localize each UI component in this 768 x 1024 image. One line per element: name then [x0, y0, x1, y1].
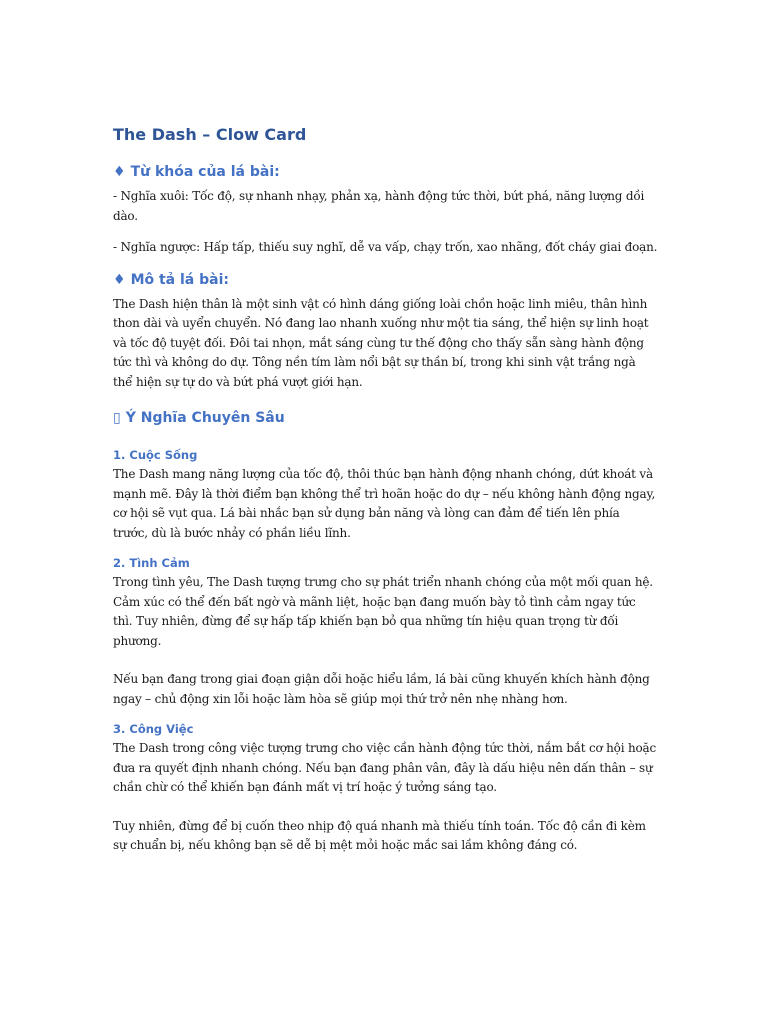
work-text-2: Tuy nhiên, đừng để bị cuốn theo nhịp độ quá nhanh mà thiếu tính toán. Tốc độ cần đi kèm sự chuẩn bị, nếu không bạn sẽ dễ bị mệt mỏi hoặc mắc sai lầm không đáng có. [113, 818, 646, 852]
reversed-meaning: - Nghĩa ngược: Hấp tấp, thiếu suy nghĩ, dễ va vấp, chạy trốn, xao nhãng, đốt cháy giai đoạn. [113, 240, 658, 254]
life-text: The Dash mang năng lượng của tốc độ, thôi thúc bạn hành động nhanh chóng, dứt khoát và mạnh mẽ. Đây là thời điểm bạn không thể trì hoãn hoặc do dự – nếu không hành động ngay, cơ hội sẽ vụt qua. Lá bài nhắc bạn sử dụng bản năng và lòng can đảm để tiến lên phía trước, dù là bước nhảy có phần liều lĩnh. [113, 467, 656, 540]
work-text-1: The Dash trong công việc tượng trưng cho việc cần hành động tức thời, nắm bắt cơ hội hoặc đưa ra quyết định nhanh chóng. Nếu bạn đang phân vân, đây là dấu hiệu nên dấn thân – sự chần chừ có thể khiến bạn đánh mất vị trí hoặc ý tưởng sáng tạo. [113, 741, 656, 794]
upright-meaning: - Nghĩa xuôi: Tốc độ, sự nhanh nhạy, phản xạ, hành động tức thời, bứt phá, năng lượng dồi dào. [113, 189, 645, 223]
document-title: The Dash – Clow Card [113, 125, 307, 144]
missing-glyph-icon: ▯ [113, 410, 121, 426]
work-heading: 3. Công Việc [113, 722, 194, 736]
love-heading: 2. Tình Cảm [113, 556, 190, 570]
deep-meaning-heading [113, 408, 658, 428]
diamond-icon: ♦ [113, 164, 126, 180]
description-heading [113, 270, 658, 290]
keywords-heading [113, 162, 658, 182]
keywords-heading-text: Từ khóa của lá bài: [130, 164, 280, 180]
love-text-1: Trong tình yêu, The Dash tượng trưng cho sự phát triển nhanh chóng của một mối quan hệ. Cảm xúc có thể đến bất ngờ và mãnh liệt, hoặc bạn đang muốn bày tỏ tình cảm ngay tức thì. Tuy nhiên, đừng để sự hấp tấp khiến bạn bỏ qua những tín hiệu quan trọng từ đối phương. [113, 575, 653, 648]
life-heading: 1. Cuộc Sống [113, 448, 198, 462]
deep-meaning-heading-text: Ý Nghĩa Chuyên Sâu [125, 410, 285, 426]
diamond-icon: ♦ [113, 271, 126, 288]
love-text-2: Nếu bạn đang trong giai đoạn giận dỗi hoặc hiểu lầm, lá bài cũng khuyến khích hành động ngay – chủ động xin lỗi hoặc làm hòa sẽ giúp mọi thứ trở nên nhẹ nhàng hơn. [113, 672, 650, 706]
description-heading-text: Mô tả lá bài: [130, 271, 229, 288]
document-page [113, 124, 658, 856]
description-text: The Dash hiện thân là một sinh vật có hình dáng giống loài chồn hoặc linh miêu, thân hình thon dài và uyển chuyển. Nó đang lao nhanh xuống như một tia sáng, thể hiện sự linh hoạt và tốc độ tuyệt đối. Đôi tai nhọn, mắt sáng cùng tư thế động cho thấy sẵn sàng hành động tức thì và không do dự. Tông nền tím làm nổi bật sự thần bí, trong khi sinh vật trắng ngà thể hiện sự tự do và bứt phá vượt giới hạn. [113, 296, 649, 389]
